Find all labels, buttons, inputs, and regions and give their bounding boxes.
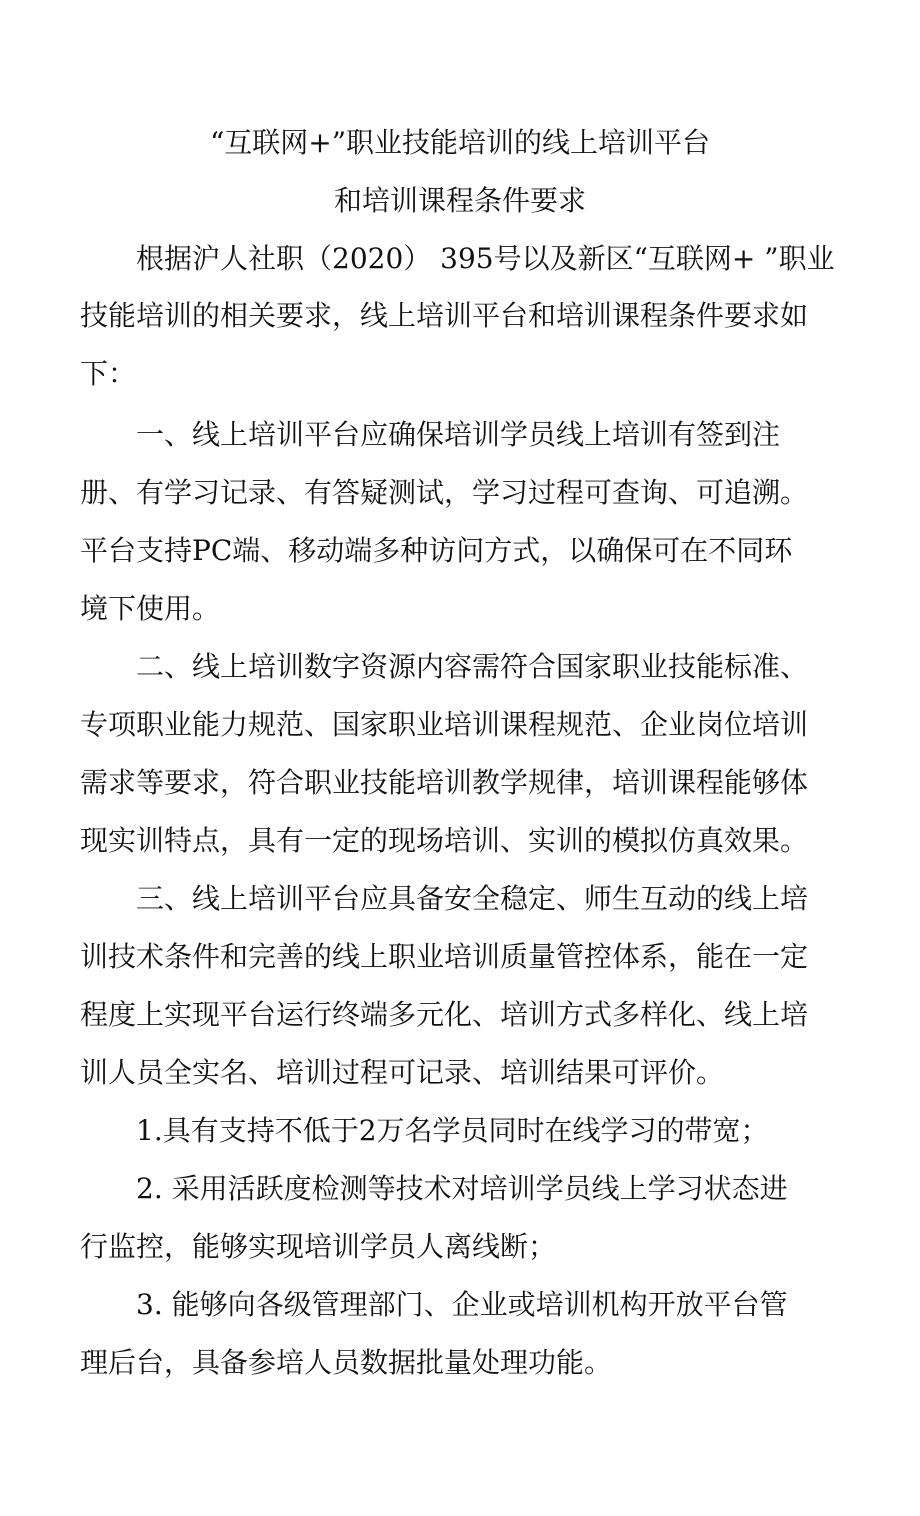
- body-line: 训技术条件和完善的线上职业培训质量管控体系，能在一定: [80, 940, 809, 973]
- body-line: 行监控，能够实现培训学员人离线断；: [80, 1230, 557, 1263]
- document-title-line-2: 和培训课程条件要求: [333, 184, 586, 217]
- body-line: 需求等要求，符合职业技能培训教学规律，培训课程能够体: [80, 766, 809, 799]
- body-line: 二、线上培训数字资源内容需符合国家职业技能标准、: [136, 650, 809, 683]
- body-line: 册、有学习记录、有答疑测试，学习过程可查询、可追溯。: [80, 476, 809, 509]
- body-line: 平台支持PC端、移动端多种访问方式，以确保可在不同环: [80, 534, 793, 567]
- body-line: 1.具有支持不低于2万名学员同时在线学习的带宽；: [136, 1114, 769, 1147]
- document-title-line-1: “互联网+”职业技能培训的线上培训平台: [209, 126, 711, 159]
- body-line: 理后台，具备参培人员数据批量处理功能。: [80, 1346, 613, 1379]
- body-line: 现实训特点，具有一定的现场培训、实训的模拟仿真效果。: [80, 824, 809, 857]
- body-line: 下：: [80, 357, 137, 390]
- body-line: 3. 能够向各级管理部门、企业或培训机构开放平台管: [136, 1288, 788, 1321]
- body-line: 一、线上培训平台应确保培训学员线上培训有签到注: [136, 418, 781, 451]
- body-line: 程度上实现平台运行终端多元化、培训方式多样化、线上培: [80, 998, 809, 1031]
- body-line: 专项职业能力规范、国家职业培训课程规范、企业岗位培训: [80, 708, 809, 741]
- body-line: 根据沪人社职（2020） 395号以及新区“互联网+ ”职业: [136, 242, 835, 275]
- body-line: 2. 采用活跃度检测等技术对培训学员线上学习状态进: [136, 1172, 788, 1205]
- body-line: 技能培训的相关要求，线上培训平台和培训课程条件要求如: [80, 299, 809, 332]
- body-line: 训人员全实名、培训过程可记录、培训结果可评价。: [80, 1056, 725, 1089]
- body-line: 三、线上培训平台应具备安全稳定、师生互动的线上培: [136, 882, 809, 915]
- body-line: 境下使用。: [80, 592, 221, 625]
